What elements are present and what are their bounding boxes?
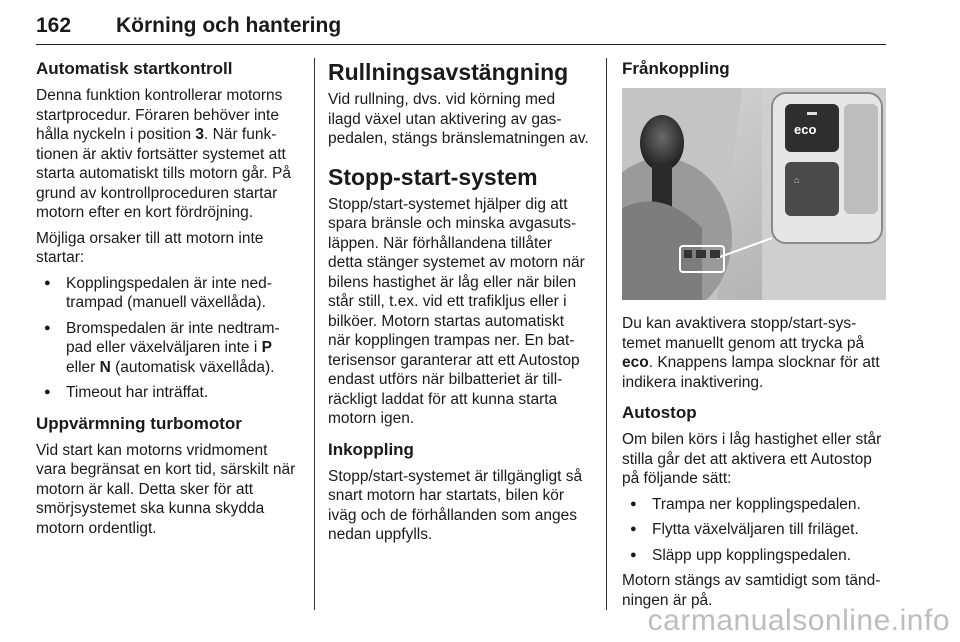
list-item: ● Trampa ner kopplingspedalen.: [622, 495, 886, 515]
text: Denna funktion kontrollerar motorns startprocedur. Föraren behöver inte hålla nyckeln i position: [36, 87, 283, 143]
text: Du kan avaktivera stopp/start-systemet manuellt genom att trycka på: [622, 315, 865, 352]
paragraph: Stopp/start-systemet är tillgängligt så snart motorn har startats, bilen kör iväg och de förhållanden som anges nedan uppfylls.: [328, 467, 583, 543]
column-middle: [328, 58, 590, 551]
paragraph: Vid rullning, dvs. vid körning med ilagd växel utan aktivering av gaspedalen, stängs bränslematningen av.: [328, 91, 589, 147]
text: . Knappens lampa slocknar för att indikera inaktivering.: [622, 354, 880, 391]
heading-deactivation: Frånkoppling: [622, 59, 730, 78]
console-illustration: [622, 88, 886, 300]
gear-p: P: [261, 339, 272, 356]
paragraph: Möjliga orsaker till att motorn inte startar:: [36, 229, 264, 266]
paragraph: Motorn stängs av samtidigt som tändningen är på.: [622, 572, 881, 609]
heading-turbo: Uppvärmning turbomotor: [36, 413, 242, 433]
page-number: 162: [36, 14, 72, 37]
text: (automatisk växellåda).: [110, 358, 275, 376]
paragraph: [36, 86, 298, 223]
key-position: 3: [195, 126, 205, 143]
column-divider: [314, 58, 315, 610]
heading-activation: Inkoppling: [328, 439, 414, 459]
autostop-steps: [622, 495, 886, 566]
text: . När funktionen är aktiv fortsätter systemet att starta automatiskt tills motorn går. På grund av kontrollproceduren startar motorn efter en kort fördröjning.: [36, 126, 291, 221]
paragraph: Vid start kan motorns vridmoment vara begränsat en kort tid, särskilt när motorn är kall. Detta sker för att smörjsystemet ska kunna skydda motorn ordentligt.: [36, 441, 296, 537]
cause-list: [36, 274, 298, 403]
paragraph: Om bilen körs i låg hastighet eller står stilla går det att aktivera ett Autostop på följande sätt:: [622, 431, 882, 487]
eco-button-ref: eco: [622, 354, 649, 371]
heading-stop-start: Stopp-start-system: [328, 163, 538, 190]
column-divider: [606, 58, 607, 610]
running-title: Körning och hantering: [116, 14, 342, 37]
list-item: ● Släpp upp kopplingspedalen.: [622, 546, 886, 566]
column-left: [36, 58, 298, 544]
watermark: carmanualsonline.info: [647, 604, 950, 637]
eco-button-label: eco: [794, 122, 817, 137]
list-item: ● Flytta växelväljaren till friläget.: [622, 520, 886, 540]
text: eller: [66, 358, 100, 376]
paragraph: Stopp/start-systemet hjälper dig att spara bränsle och minska avgasutsläppen. När förhållandena tillåter detta stänger systemet av motorn när bilens hastighet är låg eller när bilen står still, t.ex. vid ett trafikljus eller i bilköer. Motorn startas automatiskt när kopplingen trampas ner. En batterisensor garanterar att ett Autostop endast utförs när bilbatteriet är tillräckligt laddat för att kunna starta motorn igen.: [328, 195, 585, 427]
gear-n: N: [99, 358, 111, 376]
column-right: [622, 58, 886, 616]
heading-rolling: Rullningsavstängning: [328, 59, 569, 85]
page-header: [36, 10, 886, 45]
heading-autostop: Autostop: [622, 403, 697, 422]
paragraph: [622, 314, 886, 392]
heading-automatic-start: Automatisk startkontroll: [36, 59, 233, 78]
list-item: ● Timeout har inträffat.: [36, 383, 298, 403]
svg-text:⌂: ⌂: [794, 175, 800, 185]
eco-button-photo: [622, 88, 886, 300]
list-item: [36, 319, 298, 378]
text: Bromspedalen är inte nedtrampad eller växelväljaren inte i: [66, 319, 280, 356]
list-item: ● Kopplingspedalen är inte nedtrampad (manuell växellåda).: [36, 274, 298, 313]
